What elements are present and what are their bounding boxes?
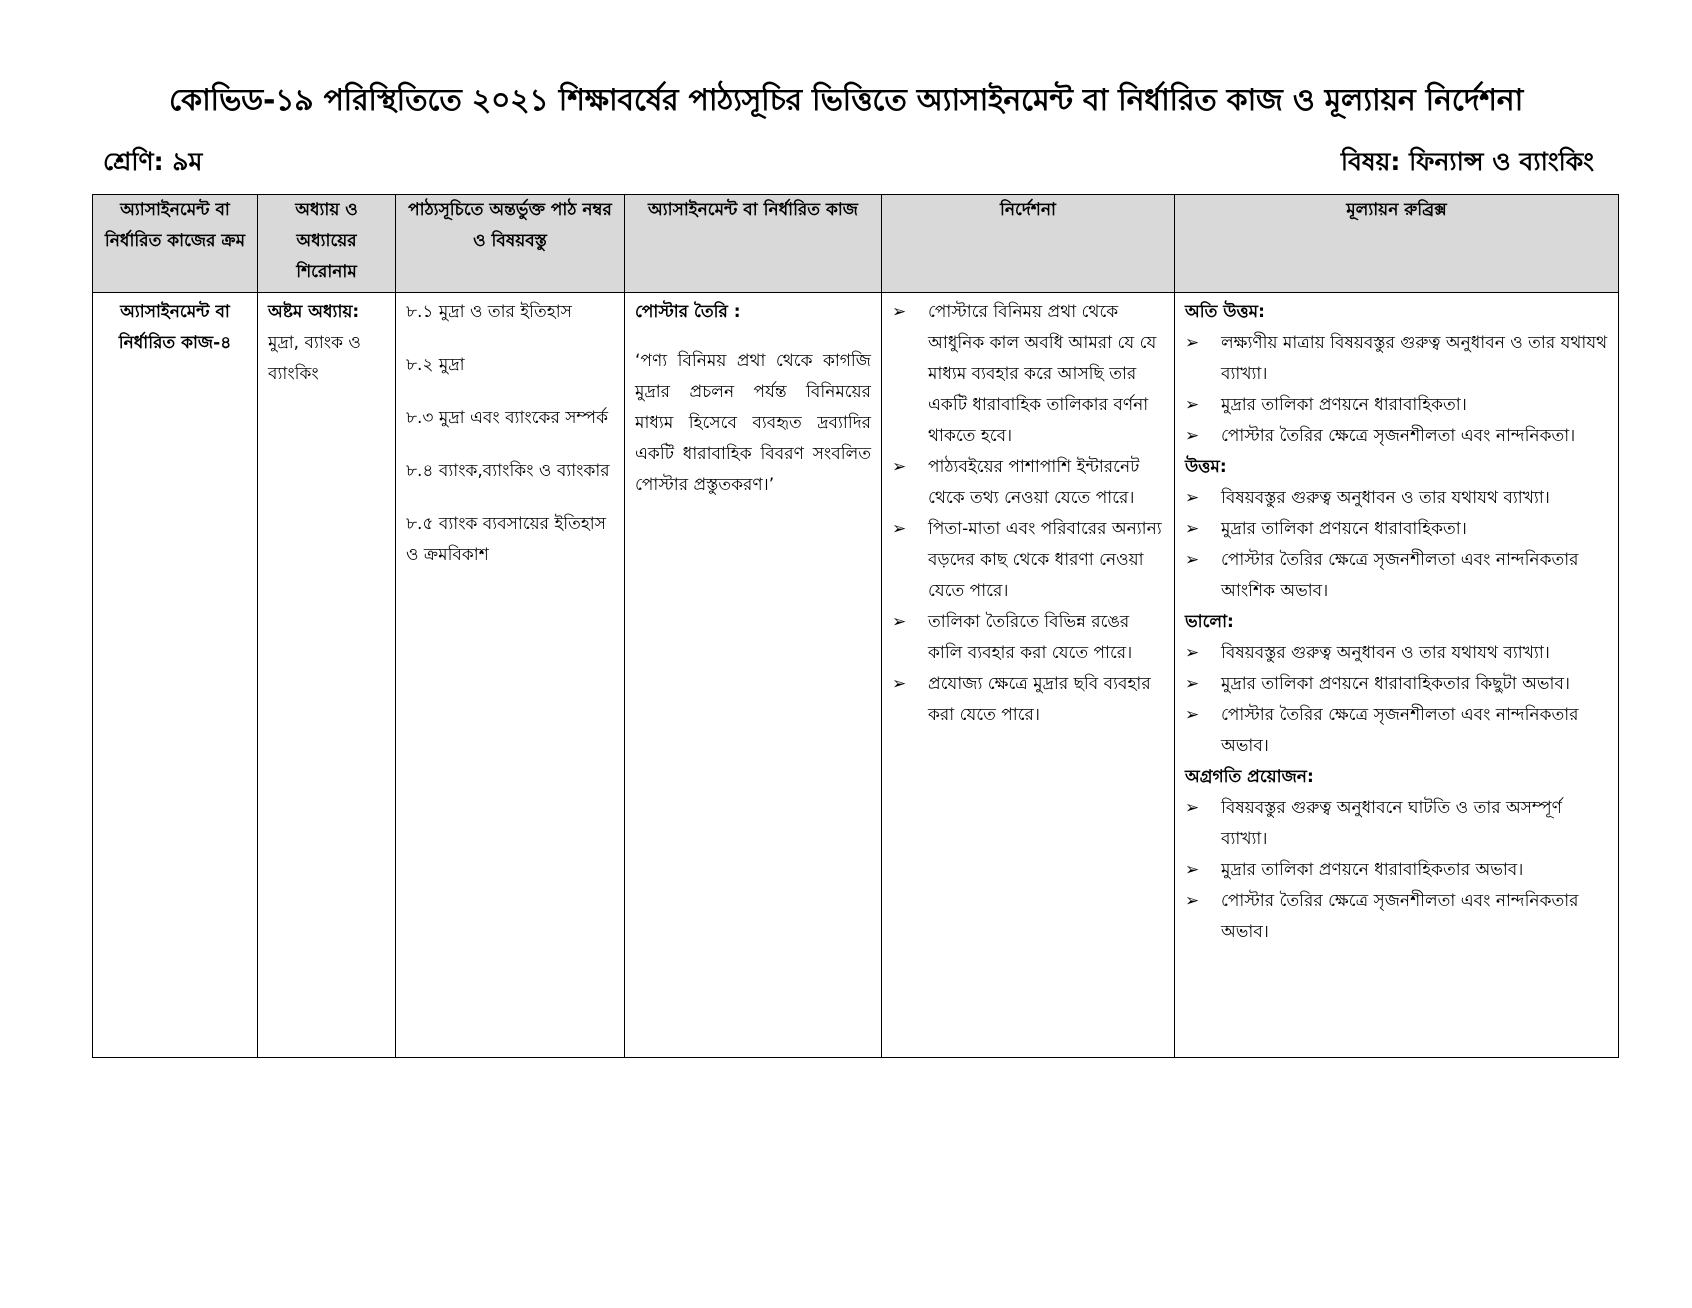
rubric-level-title: অতি উত্তম: <box>1185 302 1265 322</box>
lesson-item: ৮.২ মুদ্রা <box>406 355 465 375</box>
instruction-text: তালিকা তৈরিতে বিভিন্ন রঙের কালি ব্যবহার করা যেতে পারে। <box>928 612 1133 663</box>
table-row <box>93 293 1619 1058</box>
arrow-bullet-icon: ➢ <box>1185 333 1200 353</box>
task-heading: পোস্টার তৈরি : <box>635 302 741 322</box>
chapter-cell <box>258 293 396 1058</box>
header-rubrics: মূল্যায়ন রুব্রিক্স <box>1175 195 1619 293</box>
rubric-level-title: উত্তম: <box>1185 457 1227 477</box>
arrow-bullet-icon: ➢ <box>1185 550 1200 570</box>
arrow-bullet-icon: ➢ <box>1185 891 1200 911</box>
list-item <box>1185 545 1608 607</box>
table-header-row <box>93 195 1619 293</box>
instruction-text: প্রযোজ্য ক্ষেত্রে মুদ্রার ছবি ব্যবহার করা যেতে পারে। <box>928 674 1151 725</box>
rubric-point: বিষয়বস্তুর গুরুত্ব অনুধাবন ও তার যথাযথ ব্যাখ্যা। <box>1221 488 1550 508</box>
task-cell <box>625 293 882 1058</box>
arrow-bullet-icon: ➢ <box>892 674 907 694</box>
subject-label: বিষয়: ফিন্যান্স ও ব্যাংকিং <box>1340 147 1594 176</box>
assignment-number-cell <box>93 293 258 1058</box>
list-item <box>1185 514 1608 545</box>
lesson-item: ৮.৪ ব্যাংক,ব্যাংকিং ও ব্যাংকার <box>406 461 610 481</box>
document-title: কোভিড-১৯ পরিস্থিতিতে ২০২১ শিক্ষাবর্ষের পাঠ্যসূচির ভিত্তিতে অ্যাসাইনমেন্ট বা নির্ধারিত কাজ ও মূল্যায়ন নির্দেশনা <box>168 83 1524 118</box>
list-item <box>892 514 1164 607</box>
rubric-point: মুদ্রার তালিকা প্রণয়নে ধারাবাহিকতা। <box>1221 519 1467 539</box>
rubric-point: বিষয়বস্তুর গুরুত্ব অনুধাবন ও তার যথাযথ ব্যাখ্যা। <box>1221 643 1550 663</box>
header-assignment-no: অ্যাসাইনমেন্ট বা নির্ধারিত কাজের ক্রম <box>93 195 258 293</box>
arrow-bullet-icon: ➢ <box>892 612 907 632</box>
rubric-point: পোস্টার তৈরির ক্ষেত্রে সৃজনশীলতা এবং নান্দনিকতার আংশিক অভাব। <box>1221 550 1579 601</box>
list-item <box>1185 390 1608 421</box>
list-item <box>1185 421 1608 452</box>
lesson-item: ৮.৩ মুদ্রা এবং ব্যাংকের সম্পর্ক <box>406 408 609 428</box>
rubric-point: লক্ষ্যণীয় মাত্রায় বিষয়বস্তুর গুরুত্ব অনুধাবন ও তার যথাযথ ব্যাখ্যা। <box>1221 333 1608 384</box>
rubric-point: মুদ্রার তালিকা প্রণয়নে ধারাবাহিকতার অভাব। <box>1221 860 1524 880</box>
arrow-bullet-icon: ➢ <box>1185 488 1200 508</box>
rubric-points-list <box>1185 328 1608 452</box>
instructions-list <box>892 297 1164 731</box>
list-item <box>1185 638 1608 669</box>
instruction-text: পাঠ্যবইয়ের পাশাপাশি ইন্টারনেট থেকে তথ্য নেওয়া যেতে পারে। <box>928 457 1140 508</box>
arrow-bullet-icon: ➢ <box>1185 643 1200 663</box>
list-item <box>1185 328 1608 390</box>
list-item <box>1185 700 1608 762</box>
list-item <box>892 297 1164 452</box>
header-chapter: অধ্যায় ও অধ্যায়ের শিরোনাম <box>258 195 396 293</box>
chapter-label: অষ্টম অধ্যায়: <box>268 302 360 322</box>
list-item <box>1185 669 1608 700</box>
lesson-item: ৮.১ মুদ্রা ও তার ইতিহাস <box>406 302 572 322</box>
list-item <box>1185 855 1608 886</box>
rubric-point: পোস্টার তৈরির ক্ষেত্রে সৃজনশীলতা এবং নান্দনিকতার অভাব। <box>1221 705 1579 756</box>
rubric-points-list <box>1185 793 1608 948</box>
list-item <box>892 669 1164 731</box>
assignment-table <box>92 194 1619 1058</box>
rubric-level-title: অগ্রগতি প্রয়োজন: <box>1185 767 1314 787</box>
lessons-cell <box>396 293 625 1058</box>
lesson-item: ৮.৫ ব্যাংক ব্যবসায়ের ইতিহাস ও ক্রমবিকাশ <box>406 514 606 565</box>
list-item <box>892 452 1164 514</box>
rubric-point: মুদ্রার তালিকা প্রণয়নে ধারাবাহিকতার কিছুটা অভাব। <box>1221 674 1571 694</box>
arrow-bullet-icon: ➢ <box>1185 426 1200 446</box>
arrow-bullet-icon: ➢ <box>1185 674 1200 694</box>
rubric-point: মুদ্রার তালিকা প্রণয়নে ধারাবাহিকতা। <box>1221 395 1467 415</box>
header-instructions: নির্দেশনা <box>882 195 1175 293</box>
instruction-text: পিতা-মাতা এবং পরিবারের অন্যান্য বড়দের কাছ থেকে ধারণা নেওয়া যেতে পারে। <box>928 519 1162 601</box>
chapter-title: মুদ্রা, ব্যাংক ও ব্যাংকিং <box>268 333 361 384</box>
arrow-bullet-icon: ➢ <box>892 519 907 539</box>
assignment-number: অ্যাসাইনমেন্ট বা নির্ধারিত কাজ-৪ <box>118 302 232 353</box>
header-task: অ্যাসাইনমেন্ট বা নির্ধারিত কাজ <box>625 195 882 293</box>
task-description: ‘পণ্য বিনিময় প্রথা থেকে কাগজি মুদ্রার প্রচলন পর্যন্ত বিনিময়ের মাধ্যম হিসেবে ব্যবহৃত দ্রব্যাদির একটি ধারাবাহিক বিবরণ সংবলিত পোস্টার প্রস্তুতকরণ।’ <box>635 351 871 495</box>
instructions-cell <box>882 293 1175 1058</box>
rubric-points-list <box>1185 483 1608 607</box>
rubrics-cell <box>1175 293 1619 1058</box>
list-item <box>1185 886 1608 948</box>
arrow-bullet-icon: ➢ <box>892 457 907 477</box>
rubric-point: পোস্টার তৈরির ক্ষেত্রে সৃজনশীলতা এবং নান্দনিকতার অভাব। <box>1221 891 1579 942</box>
rubric-level-title: ভালো: <box>1185 612 1234 632</box>
header-lessons: পাঠ্যসূচিতে অন্তর্ভুক্ত পাঠ নম্বর ও বিষয়বস্তু <box>396 195 625 293</box>
rubric-point: বিষয়বস্তুর গুরুত্ব অনুধাবনে ঘাটতি ও তার অসম্পূর্ণ ব্যাখ্যা। <box>1221 798 1562 849</box>
rubric-point: পোস্টার তৈরির ক্ষেত্রে সৃজনশীলতা এবং নান্দনিকতা। <box>1221 426 1576 446</box>
list-item <box>892 607 1164 669</box>
arrow-bullet-icon: ➢ <box>1185 705 1200 725</box>
class-label: শ্রেণি: ৯ম <box>103 147 203 176</box>
rubric-points-list <box>1185 638 1608 762</box>
instruction-text: পোস্টারে বিনিময় প্রথা থেকে আধুনিক কাল অবধি আমরা যে যে মাধ্যম ব্যবহার করে আসছি তার একটি ধারাবাহিক তালিকার বর্ণনা থাকতে হবে। <box>928 302 1157 446</box>
arrow-bullet-icon: ➢ <box>1185 798 1200 818</box>
list-item <box>1185 793 1608 855</box>
arrow-bullet-icon: ➢ <box>892 302 907 322</box>
arrow-bullet-icon: ➢ <box>1185 519 1200 539</box>
list-item <box>1185 483 1608 514</box>
arrow-bullet-icon: ➢ <box>1185 860 1200 880</box>
arrow-bullet-icon: ➢ <box>1185 395 1200 415</box>
